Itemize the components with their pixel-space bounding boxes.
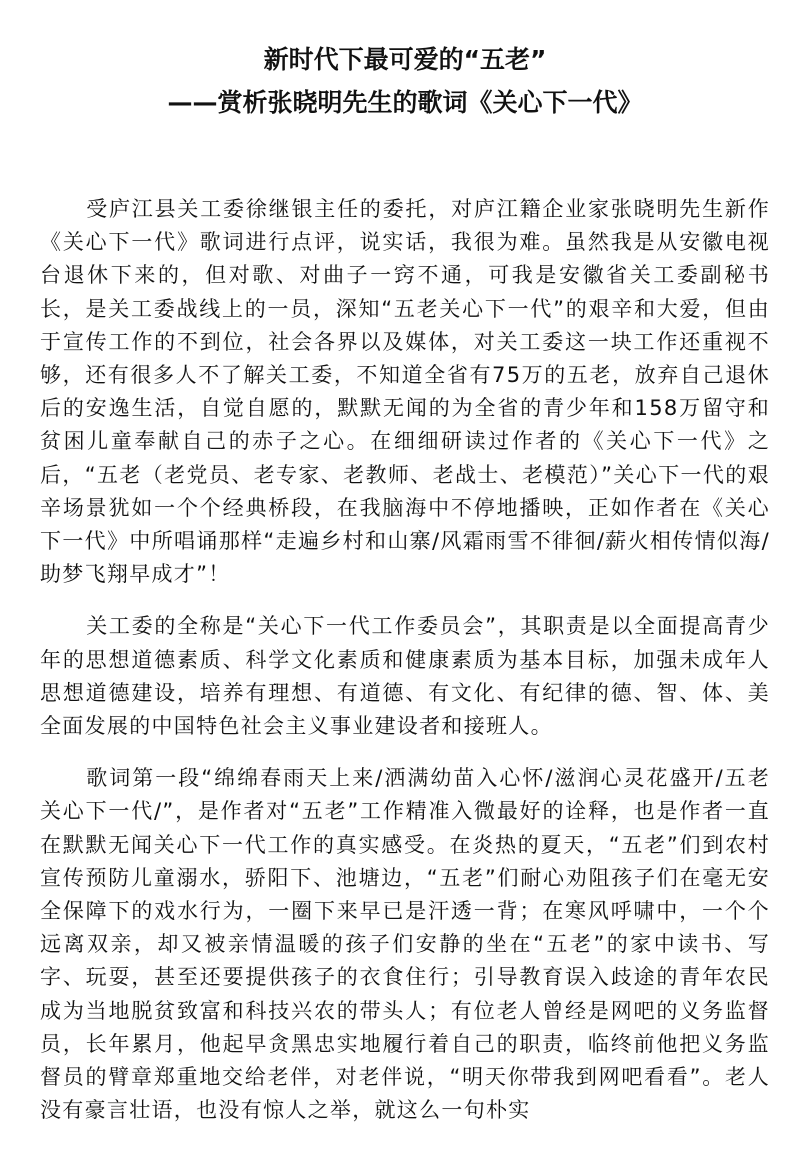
paragraph-2: 关工委的全称是“关心下一代工作委员会”，其职责是以全面提高青少年的思想道德素质、科学文化素质和健康素质为基本目标，加强未成年人思想道德建设，培养有理想、有道德、有文化、有纪律的德、智、体、美全面发展的中国特色社会主义事业建设者和接班人。	[40, 614, 770, 739]
page-subtitle: ——赏析张晓明先生的歌词《关心下一代》	[167, 88, 643, 117]
paragraph-1: 受庐江县关工委徐继银主任的委托，对庐江籍企业家张晓明先生新作《关心下一代》歌词进行点评，说实话，我很为难。虽然我是从安徽电视台退休下来的，但对歌、对曲子一窍不通，可我是安徽省关工委副秘书长，是关工委战线上的一员，深知“五老关心下一代”的艰辛和大爱，但由于宣传工作的不到位，社会各界以及媒体，对关工委这一块工作还重视不够，还有很多人不了解关工委，不知道全省有75万的五老，放弃自己退休后的安逸生活，自觉自愿的，默默无闻的为全省的青少年和158万留守和贫困儿童奉献自己的赤子之心。在细细研读过作者的《关心下一代》之后，“五老（老党员、老专家、老教师、老战士、老模范）”关心下一代的艰辛场景犹如一个个经典桥段，在我脑海中不停地播映，正如作者在《关心下一代》中所唱诵那样“走遍乡村和山寨/风霜雨雪不徘徊/薪火相传情似海/助梦飞翔早成才”！	[40, 197, 770, 587]
paragraph-3: 歌词第一段“绵绵春雨天上来/洒满幼苗入心怀/滋润心灵花盛开/五老关心下一代/”，是作者对“五老”工作精准入微最好的诠释，也是作者一直在默默无闻关心下一代工作的真实感受。在炎热的夏天，“五老”们到农村宣传预防儿童溺水，骄阳下、池塘边，“五老”们耐心劝阻孩子们在毫无安全保障下的戏水行为，一圈下来早已是汗透一背；在寒风呼啸中，一个个远离双亲，却又被亲情温暖的孩子们安静的坐在“五老”的家中读书、写字、玩耍，甚至还要提供孩子的衣食住行；引导教育误入歧途的青年农民成为当地脱贫致富和科技兴农的带头人；有位老人曾经是网吧的义务监督员，长年累月，他起早贪黑忠实地履行着自己的职责，临终前他把义务监督员的臂章郑重地交给老伴，对老伴说，“明天你带我到网吧看看”。老人没有豪言壮语，也没有惊人之举，就这么一句朴实	[40, 766, 770, 1123]
title-spacer	[40, 123, 770, 193]
page-title: 新时代下最可爱的“五老”	[263, 45, 547, 74]
